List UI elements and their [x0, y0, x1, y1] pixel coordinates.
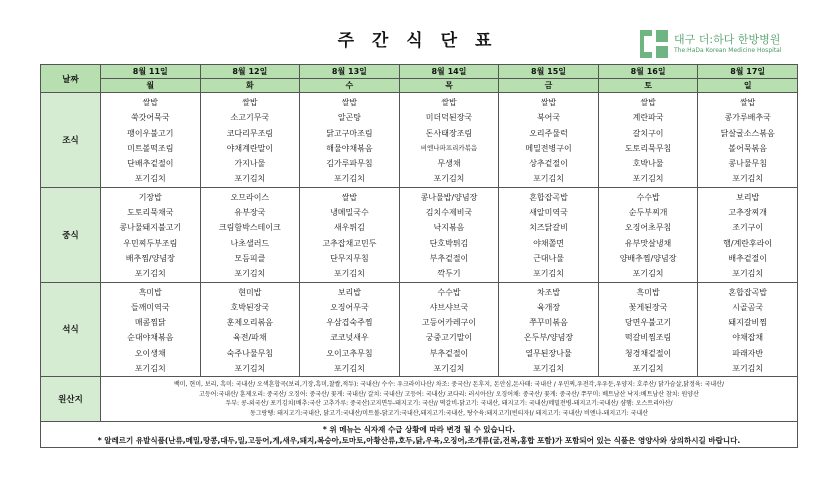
menu-item: 갈치구이 [632, 128, 664, 138]
meal-cell [698, 282, 798, 377]
menu-item: 부추겉절이 [429, 253, 469, 263]
menu-item: 닭고구마조림 [326, 128, 373, 138]
logo-korean-name: 대구 더:하다 한방병원 [674, 33, 781, 46]
menu-item: 고추잡채고민두 [322, 238, 377, 248]
day-weekday: 목 [445, 81, 453, 90]
origin-line: 고등어:국내산/ 훈제오리: 중국산/ 오징어: 중국산/ 꽃게: 국내산/ 갈치: 국내산/ 고등어: 국내산/ 코다리: 러시아산/ 오징어채: 중국산/ 꽃게: 중국산/ 쭈꾸미: 베트남산 낙지:베트남산 참치: 원양산 [199, 390, 699, 398]
menu-item: 포기김치 [533, 364, 564, 374]
hospital-logo [640, 30, 815, 60]
meal-cell [598, 187, 698, 282]
menu-item: 무생채 [437, 159, 461, 169]
menu-item: 유부맛살냉채 [624, 238, 672, 248]
menu-item: 콩나물무침 [728, 159, 767, 169]
menu-item: 근대나물 [533, 253, 564, 263]
menu-item: 콩가루배추국 [724, 113, 771, 123]
menu-item: 포기김치 [533, 269, 564, 279]
menu-item: 포기김치 [134, 269, 166, 279]
menu-item: 포기김치 [333, 174, 365, 184]
meal-cell [200, 187, 300, 282]
menu-item: 숙주나물무침 [226, 348, 274, 358]
menu-item: 포기김치 [234, 174, 266, 184]
menu-item: 콩나물돼지불고기 [119, 223, 182, 233]
origin-label: 원산지 [41, 377, 101, 422]
menu-item: 오징어무국 [330, 302, 369, 312]
menu-item: 코코넛새우 [330, 333, 369, 343]
menu-item: 닭살굴소스볶음 [720, 128, 775, 138]
menu-item: 깍두기 [437, 269, 461, 279]
menu-item: 소고기무국 [230, 113, 270, 123]
meal-row [41, 187, 798, 282]
menu-item: 포기김치 [333, 269, 365, 279]
menu-item: 열무된장나물 [525, 348, 572, 358]
origin-line: 두부: 콩-외국산/ 포기김치(배추:국산 고추가루: 중국산)고지면두-돼지고기: 국산// 떡갈비-닭고기: 국내산, 돼지고기: 국내산/메밀전병-돼지고기:국내산/ 샴햄: 오스트리아산/ [225, 400, 673, 408]
menu-item: 단호박튀김 [429, 238, 469, 248]
menu-item: 육개장 [536, 302, 561, 312]
menu-item: 쌀밥 [142, 98, 159, 107]
meal-cell [200, 93, 300, 188]
menu-item: 모듬피클 [234, 253, 266, 263]
menu-item: 팽이우불고기 [127, 128, 174, 138]
menu-item: 궁중고기말이 [425, 333, 473, 343]
menu-item: 수수밥 [437, 287, 461, 297]
menu-item: 포기김치 [533, 174, 564, 184]
day-header [499, 65, 599, 93]
menu-item: 새알미역국 [529, 208, 568, 218]
weekly-menu-table [40, 64, 798, 448]
menu-item: 보리밥 [337, 287, 361, 297]
menu-item: 매콤찜닭 [134, 318, 166, 328]
day-date: 8월 12일 [201, 65, 300, 79]
day-date: 8월 13일 [300, 65, 399, 79]
menu-item: 미더덕된장국 [425, 113, 473, 123]
logo-icon [640, 30, 668, 58]
menu-item: 혼합잡곡밥 [529, 192, 568, 202]
menu-item: 크림함박스테이크 [218, 223, 281, 233]
menu-item: 샤브샤브국 [429, 302, 469, 312]
menu-item: 포기김치 [234, 269, 266, 279]
meal-cell [499, 282, 599, 377]
date-label: 날짜 [41, 65, 101, 93]
origin-line: 동그랑땡: 돼지고기:국내산, 닭고기:국내산/미트볼-닭고기:국내산,돼지고기:국내산, 탕수육:돼지고기(빈티자)/ 돼지고기: 국내산/ 비엔나-돼지고기: 국내산 [249, 409, 649, 417]
menu-item: 김가루파무침 [326, 159, 373, 169]
menu-item: 청경채겉절이 [624, 348, 672, 358]
menu-item: 낙지볶음 [433, 223, 465, 233]
menu-item: 상추겉절이 [529, 159, 568, 169]
menu-item: 돼지갈비찜 [728, 318, 767, 328]
menu-item: 콩나물밥/양념장 [420, 192, 478, 202]
meal-cell [101, 187, 201, 282]
menu-item: 북어국 [536, 113, 561, 123]
menu-item: 포기김치 [732, 269, 764, 279]
meal-label: 석식 [41, 282, 101, 377]
day-header [698, 65, 798, 93]
meal-cell [598, 93, 698, 188]
menu-item: 차조밥 [536, 287, 561, 297]
origin-row [41, 377, 798, 422]
menu-item: 볼어묵볶음 [728, 143, 767, 153]
menu-item: 기장밥 [138, 192, 162, 202]
menu-item: 오리주물럭 [529, 128, 568, 138]
menu-item: 시골곰국 [732, 302, 764, 312]
menu-item: 코다리무조림 [226, 128, 274, 138]
menu-item: 순두부찌개 [628, 208, 668, 218]
day-weekday: 화 [245, 81, 254, 90]
day-date: 8월 15일 [499, 65, 598, 79]
meal-cell [399, 93, 499, 188]
menu-item: 포기김치 [134, 174, 166, 184]
menu-item: 가지나물 [234, 159, 266, 169]
menu-item: 우삼겹숙주찜 [326, 318, 373, 328]
menu-item: 치즈닭갈비 [529, 223, 568, 233]
day-header [300, 65, 400, 93]
menu-item: 비엔나파프리카볶음 [420, 143, 478, 152]
menu-item: 들깨미역국 [130, 302, 170, 312]
menu-item: 알곤탕 [337, 113, 361, 123]
meal-cell [399, 282, 499, 377]
menu-item: 포기김치 [234, 364, 266, 374]
day-date: 8월 17일 [698, 65, 797, 79]
day-weekday: 토 [644, 81, 652, 90]
meal-cell [499, 93, 599, 188]
menu-item: 야채잡채 [732, 333, 764, 343]
menu-item: 포기김치 [732, 174, 764, 184]
menu-item: 오이고추무침 [326, 348, 373, 358]
menu-item: 파래자반 [732, 348, 764, 358]
menu-item: 수수밥 [636, 192, 660, 202]
menu-item: 쌀밥 [540, 98, 557, 107]
menu-item: 돈사태장조림 [425, 128, 473, 138]
menu-item: 고등어카레구이 [421, 318, 477, 328]
menu-item: 배추겉절이 [728, 253, 767, 263]
day-weekday: 금 [544, 81, 553, 90]
menu-item: 온두부/양념장 [523, 333, 574, 343]
day-weekday: 수 [345, 81, 354, 90]
origin-line: 백미, 현미, 보리, 흑미: 국내산/ 오색혼합곡(보리,기장,흑미,찰쌀,적두): 국내산/ 수수: 우크라이나산/ 차조: 중국산/ 돈후지, 돈안심,돈사태: 국내산 / 우민찌,우전각,우우둔,우양지: 호주산/ 닭가슴살,닭정육: 국내산/ [174, 381, 724, 389]
origin-text [101, 377, 798, 422]
menu-item: 단배추겉절이 [127, 159, 174, 169]
menu-item: 배추찜/양념장 [125, 253, 175, 263]
notes-row [41, 422, 798, 448]
page-title: 주 간 식 단 표 [337, 31, 498, 51]
day-header [399, 65, 499, 93]
menu-item: 오이생채 [134, 348, 166, 358]
menu-item: 포기김치 [632, 174, 664, 184]
meal-cell [698, 93, 798, 188]
note-line: * 위 메뉴는 식자재 수급 상황에 따라 변경 될 수 있습니다. [322, 424, 516, 434]
meal-cell [101, 282, 201, 377]
note-line: * 알레르기 유발식품(난류,메밀,땅콩,대두,밀,고등어,게,새우,돼지,복숭아,토마토,아황산류,호두,닭,우육,오징어,조개류(굴,전복,홍합 포함)가 포함되어 있는 식품은 영양사와 상의하시길 바랍니다. [97, 435, 741, 445]
menu-item: 포기김치 [433, 174, 465, 184]
menu-item: 쑥갓어묵국 [130, 113, 170, 123]
menu-item: 흑미밥 [138, 287, 162, 297]
menu-item: 호박된장국 [230, 302, 270, 312]
menu-item: 햄/계란후라이 [723, 238, 773, 248]
meal-cell [698, 187, 798, 282]
menu-item: 김치수제비국 [425, 208, 473, 218]
day-header [598, 65, 698, 93]
day-header [200, 65, 300, 93]
menu-item: 메밀전병구이 [525, 143, 572, 153]
menu-item: 고추장찌개 [728, 208, 767, 218]
menu-item: 꽃게된장국 [628, 302, 668, 312]
meal-cell [598, 282, 698, 377]
menu-item: 호박나물 [632, 159, 664, 169]
menu-item: 도토리묵무침 [624, 143, 672, 153]
menu-item: 포기김치 [433, 364, 465, 374]
menu-item: 해물야채볶음 [326, 143, 373, 153]
menu-item: 떡갈비찜조림 [624, 333, 672, 343]
day-header [101, 65, 201, 93]
menu-item: 조기구이 [732, 223, 764, 233]
meal-cell [399, 187, 499, 282]
menu-item: 도토리묵채국 [127, 208, 174, 218]
menu-item: 현미밥 [238, 287, 262, 297]
header-row [41, 65, 798, 93]
day-date: 8월 16일 [599, 65, 698, 79]
menu-item: 우민찌두부조림 [123, 238, 178, 248]
menu-item: 단무지무침 [330, 253, 369, 263]
menu-item: 오므라이스 [230, 192, 270, 202]
menu-item: 야채계란말이 [226, 143, 274, 153]
meal-cell [499, 187, 599, 282]
menu-item: 쌀밥 [341, 98, 358, 107]
day-date: 8월 14일 [400, 65, 499, 79]
menu-item: 오징어초무침 [624, 223, 672, 233]
menu-item: 쌀밥 [739, 98, 756, 107]
menu-item: 훈제오리볶음 [226, 318, 274, 328]
menu-item: 쭈꾸미볶음 [529, 318, 568, 328]
day-date: 8월 11일 [101, 65, 200, 79]
day-weekday: 월 [146, 81, 155, 90]
logo-english-name: The:HaDa Korean Medicine Hospital [674, 47, 782, 54]
menu-item: 쌀밥 [341, 192, 358, 202]
menu-item: 보리밥 [736, 192, 760, 202]
meal-cell [300, 93, 400, 188]
menu-item: 혼합잡곡밥 [728, 287, 767, 297]
meal-cell [300, 282, 400, 377]
notes [41, 422, 798, 448]
menu-item: 포기김치 [632, 269, 664, 279]
menu-item: 포기김치 [134, 364, 166, 374]
menu-item: 미트볼떡조림 [127, 143, 174, 153]
menu-item: 순대야채볶음 [127, 333, 174, 343]
menu-item: 냉메밀국수 [330, 208, 369, 218]
meal-cell [200, 282, 300, 377]
menu-item: 육전/파채 [233, 333, 267, 343]
menu-item: 당면우불고기 [624, 318, 672, 328]
menu-item: 새우튀김 [333, 223, 365, 233]
menu-item: 양배추찜/양념장 [619, 253, 677, 263]
meal-label: 조식 [41, 93, 101, 188]
menu-item: 야채쫄면 [533, 238, 564, 248]
menu-item: 포기김치 [732, 364, 764, 374]
menu-item: 쌀밥 [640, 98, 656, 107]
menu-item: 부추겉절이 [429, 348, 469, 358]
meal-row [41, 282, 798, 377]
day-weekday: 일 [743, 81, 752, 90]
meal-row [41, 93, 798, 188]
menu-item: 흑미밥 [636, 287, 660, 297]
menu-item: 계란파국 [632, 113, 664, 123]
menu-item: 유부장국 [234, 208, 266, 218]
meal-cell [300, 187, 400, 282]
menu-item: 쌀밥 [441, 98, 457, 107]
menu-item: 쌀밥 [242, 98, 258, 107]
meal-cell [101, 93, 201, 188]
meal-label: 중식 [41, 187, 101, 282]
menu-item: 나초샐러드 [230, 238, 270, 248]
menu-item: 포기김치 [632, 364, 664, 374]
menu-item: 포기김치 [333, 364, 365, 374]
